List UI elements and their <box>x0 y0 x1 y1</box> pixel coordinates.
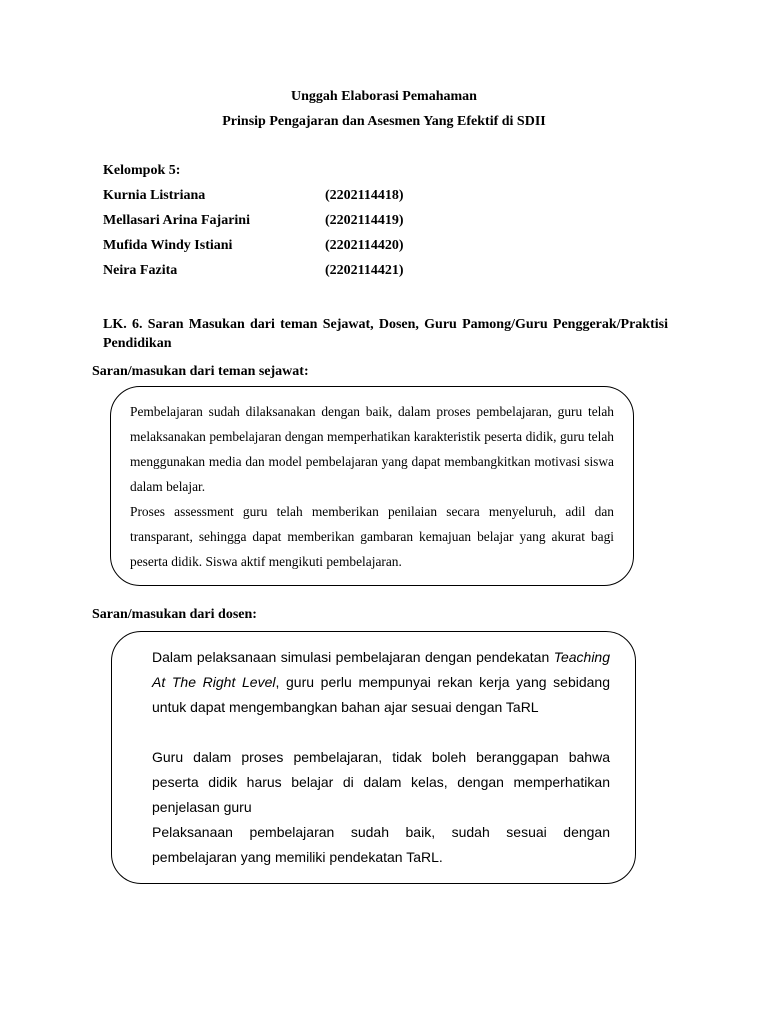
peer-feedback-box <box>110 386 634 586</box>
member-row <box>103 238 503 256</box>
member-nim: (2202114418) <box>325 188 404 203</box>
member-nim: (2202114420) <box>325 238 404 253</box>
peer-feedback-paragraph: Pembelajaran sudah dilaksanakan dengan baik, dalam proses pembelajaran, guru telah melaksanakan pembelajaran dengan memperhatikan karakteristik peserta didik, guru telah menggunakan media dan model pembelajaran yang dapat membangkitkan motivasi siswa dalam belajar. <box>130 404 614 494</box>
lecturer-feedback-label: Saran/masukan dari dosen: <box>92 607 257 622</box>
lecturer-feedback-paragraph: Pelaksanaan pembelajaran sudah baik, sudah sesuai dengan pembelajaran yang memiliki pendekatan TaRL. <box>152 824 610 865</box>
paragraph-text: , guru perlu mempunyai rekan kerja yang sebidang untuk dapat mengembangkan bahan ajar sesuai dengan TaRL <box>152 674 611 715</box>
document-subtitle: Prinsip Pengajaran dan Asesmen Yang Efektif di SDII <box>222 114 546 129</box>
member-nim: (2202114421) <box>325 263 404 278</box>
lecturer-feedback-paragraph: Guru dalam proses pembelajaran, tidak boleh beranggapan bahwa peserta didik harus belajar di dalam kelas, dengan memperhatikan penjelasan guru <box>152 749 610 815</box>
document-title: Unggah Elaborasi Pemahaman <box>291 89 477 104</box>
member-row <box>103 263 503 281</box>
lk-heading: LK. 6. Saran Masukan dari teman Sejawat, Dosen, Guru Pamong/Guru Penggerak/Praktisi Pendidikan <box>103 317 668 351</box>
member-row <box>103 188 503 206</box>
member-nim: (2202114419) <box>325 213 404 228</box>
paragraph-text: Dalam pelaksanaan simulasi pembelajaran dengan pendekatan <box>152 649 554 665</box>
paragraph-italic-text: Teaching At The Right Level <box>152 649 610 690</box>
member-row <box>103 213 503 231</box>
peer-feedback-paragraph: Proses assessment guru telah memberikan penilaian secara menyeluruh, adil dan transparant, sehingga dapat memberikan gambaran kemajuan belajar yang akurat bagi peserta didik. Siswa aktif mengikuti pembelajaran. <box>130 504 614 569</box>
member-name: Neira Fazita <box>103 263 178 278</box>
lecturer-feedback-box <box>111 631 636 884</box>
lecturer-feedback-paragraph <box>152 645 610 720</box>
member-name: Kurnia Listriana <box>103 188 206 203</box>
member-name: Mellasari Arina Fajarini <box>103 213 250 228</box>
group-label: Kelompok 5: <box>103 163 181 178</box>
peer-feedback-label: Saran/masukan dari teman sejawat: <box>92 364 309 379</box>
member-name: Mufida Windy Istiani <box>103 238 233 253</box>
